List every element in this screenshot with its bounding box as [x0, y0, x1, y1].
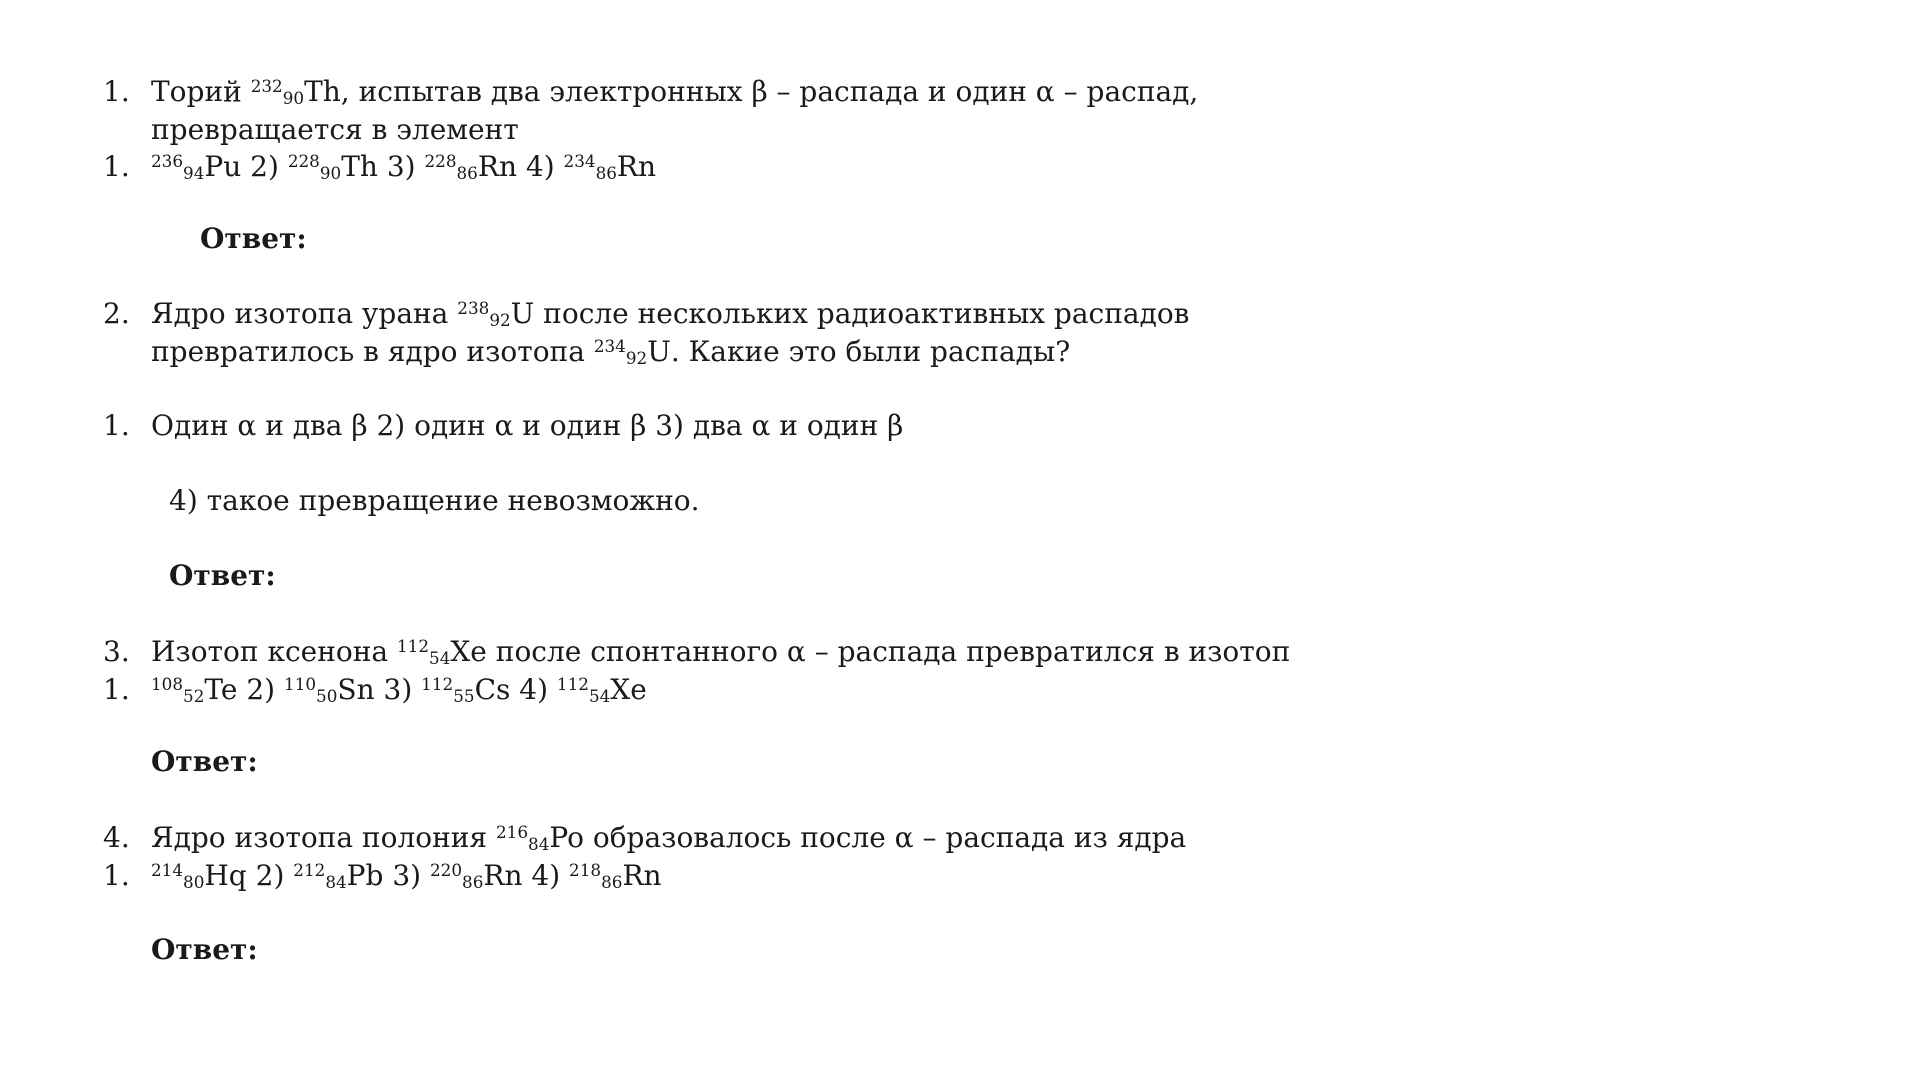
- q2-number: 2.: [103, 297, 130, 330]
- q3-answer-label: Ответ:: [151, 745, 258, 778]
- q4-options-number: 1.: [103, 859, 130, 892]
- q1-number: 1.: [103, 75, 130, 108]
- q4-number: 4.: [103, 821, 130, 854]
- q3-option-2: $^{110}$50Sn: [284, 673, 375, 707]
- q2-text-line1: Ядро изотопа урана $^{238}$92U после нескольких радиоактивных распадов: [151, 297, 1190, 331]
- q1-answer-label: Ответ:: [200, 222, 307, 255]
- isotope-polonium: $^{216}$84Po: [495, 821, 584, 855]
- q1-option-4: $^{234}$86Rn: [563, 150, 657, 184]
- q3-options: $^{108}$52Te 2) $^{110}$50Sn 3) $^{112}$55Cs 4) $^{112}$54Xe: [151, 673, 647, 707]
- q4-option-1: $^{214}$80Hq: [151, 859, 247, 893]
- q1-text-a: Торий: [151, 75, 251, 109]
- q4-option-4: $^{218}$86Rn: [569, 859, 662, 893]
- q3-number: 3.: [103, 635, 130, 668]
- q4-text-line1: Ядро изотопа полония $^{216}$84Po образовалось после α – распада из ядра: [151, 821, 1187, 855]
- q2-answer-label: Ответ:: [169, 559, 276, 592]
- q1-option-1: $^{236}$94Pu: [151, 150, 242, 184]
- q2-options: Один α и два β 2) один α и один β 3) два α и один β: [151, 409, 904, 442]
- q4-options: $^{214}$80Hq 2) $^{212}$84Pb 3) $^{220}$86Rn 4) $^{218}$86Rn: [151, 859, 662, 893]
- isotope-thorium: $^{232}$90Th: [250, 75, 341, 109]
- isotope-uranium-234: $^{234}$92U: [593, 335, 671, 369]
- q3-option-4: $^{112}$54Xe: [556, 673, 647, 707]
- isotope-xenon: $^{112}$54Xe: [396, 635, 487, 669]
- q2-options-number: 1.: [103, 409, 130, 442]
- q1-text-line2: превращается в элемент: [151, 113, 519, 146]
- q3-text-line1: Изотоп ксенона $^{112}$54Xe после спонтанного α – распада превратился в изотоп: [151, 635, 1291, 669]
- q1-options: $^{236}$94Pu 2) $^{228}$90Th 3) $^{228}$86Rn 4) $^{234}$86Rn: [151, 150, 657, 184]
- q4-option-3: $^{220}$86Rn: [429, 859, 523, 893]
- q4-answer-label: Ответ:: [151, 933, 258, 966]
- q3-option-1: $^{108}$52Te: [151, 673, 238, 707]
- q1-option-2: $^{228}$90Th: [287, 150, 378, 184]
- q3-option-3: $^{112}$55Cs: [421, 673, 511, 707]
- isotope-uranium-238: $^{238}$92U: [457, 297, 535, 331]
- q1-option-3: $^{228}$86Rn: [424, 150, 517, 184]
- q4-option-2: $^{212}$84Pb: [293, 859, 384, 893]
- q1-text-line1: [151, 75, 1199, 109]
- q2-option-4: 4) такое превращение невозможно.: [169, 484, 700, 517]
- q1-text-b: , испытав два электронных β – распада и один α – распад,: [340, 75, 1199, 109]
- q1-options-number: 1.: [103, 150, 130, 183]
- q3-options-number: 1.: [103, 673, 130, 706]
- q2-text-line2: превратилось в ядро изотопа $^{234}$92U. Какие это были распады?: [151, 335, 1071, 369]
